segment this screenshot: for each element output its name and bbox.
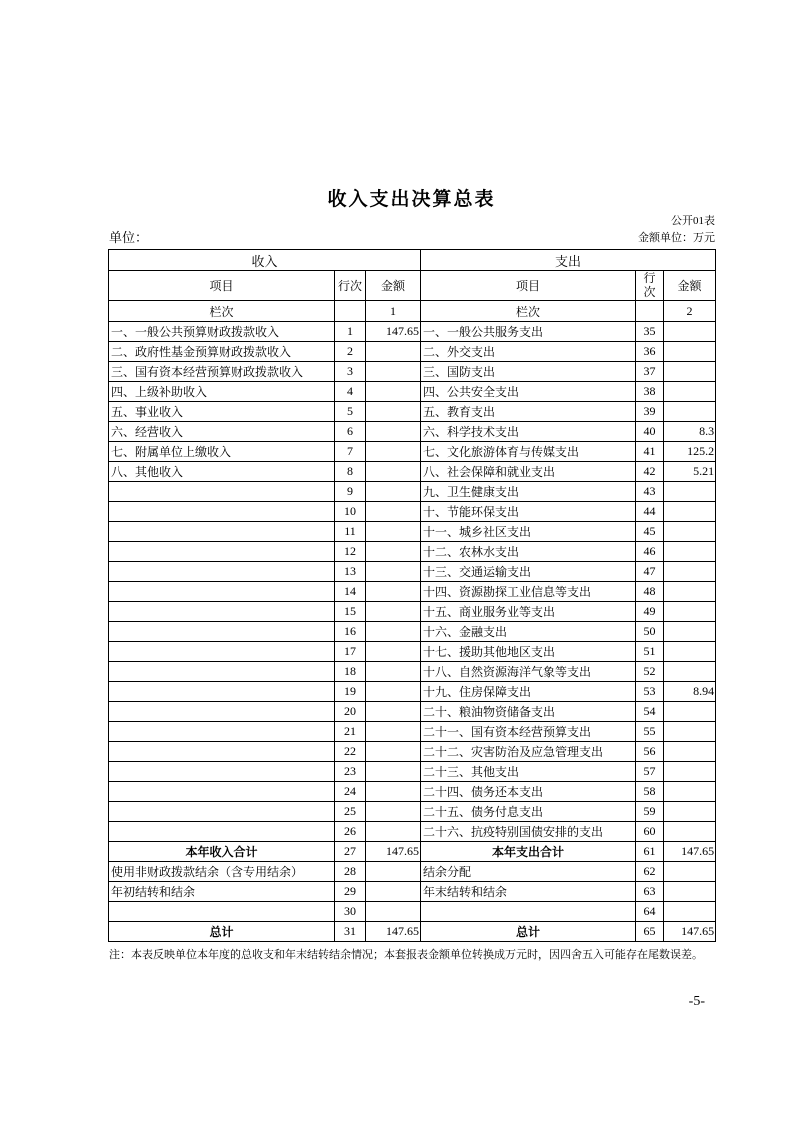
income-amount-cell (366, 482, 421, 502)
expense-amount-cell (664, 322, 716, 342)
expense-item-cell: 本年支出合计 (421, 842, 636, 862)
income-item-cell: 使用非财政拨款结余（含专用结余） (109, 862, 335, 882)
expense-amount-cell: 147.65 (664, 922, 716, 942)
section-header-row (109, 250, 716, 271)
expense-line-cell: 51 (636, 642, 664, 662)
income-item-cell (109, 702, 335, 722)
budget-summary-table (108, 249, 716, 942)
table-body (109, 322, 716, 942)
expense-line-cell: 56 (636, 742, 664, 762)
expense-amount-cell (664, 882, 716, 902)
income-amount-cell (366, 682, 421, 702)
income-amount-cell (366, 562, 421, 582)
income-item-cell (109, 602, 335, 622)
table-row (109, 442, 716, 462)
income-line-cell: 8 (335, 462, 366, 482)
table-row (109, 602, 716, 622)
income-line-cell: 26 (335, 822, 366, 842)
income-line-cell: 25 (335, 802, 366, 822)
income-item-cell (109, 902, 335, 922)
income-amount-cell (366, 862, 421, 882)
expense-item-cell: 二、外交支出 (421, 342, 636, 362)
income-amount-cell (366, 542, 421, 562)
expense-amount-cell (664, 562, 716, 582)
expense-amount-cell: 125.2 (664, 442, 716, 462)
expense-line-cell: 40 (636, 422, 664, 442)
income-amount-cell (366, 802, 421, 822)
expense-amount-cell: 8.3 (664, 422, 716, 442)
expense-line-cell: 59 (636, 802, 664, 822)
expense-line-cell: 55 (636, 722, 664, 742)
expense-item-header: 项目 (421, 271, 636, 301)
income-amount-cell (366, 642, 421, 662)
income-amount-cell (366, 462, 421, 482)
table-row (109, 842, 716, 862)
expense-line-cell: 49 (636, 602, 664, 622)
table-row (109, 762, 716, 782)
income-line-cell: 14 (335, 582, 366, 602)
table-row (109, 862, 716, 882)
income-line-cell: 20 (335, 702, 366, 722)
expense-item-cell: 九、卫生健康支出 (421, 482, 636, 502)
income-line-cell: 5 (335, 402, 366, 422)
income-item-cell: 五、事业收入 (109, 402, 335, 422)
income-line-cell: 2 (335, 342, 366, 362)
income-item-cell (109, 522, 335, 542)
income-amount-cell (366, 622, 421, 642)
income-amount-cell (366, 582, 421, 602)
income-amount-cell (366, 502, 421, 522)
income-amount-cell (366, 442, 421, 462)
expense-line-cell: 39 (636, 402, 664, 422)
expense-item-cell: 二十六、抗疫特别国债安排的支出 (421, 822, 636, 842)
column-header-row (109, 271, 716, 301)
table-row (109, 482, 716, 502)
income-amount-cell (366, 342, 421, 362)
expense-amount-cell (664, 642, 716, 662)
expense-item-cell: 总计 (421, 922, 636, 942)
table-row (109, 322, 716, 342)
expense-amount-cell (664, 742, 716, 762)
expense-column-label: 栏次 (421, 301, 636, 322)
income-item-cell (109, 642, 335, 662)
table-row (109, 822, 716, 842)
expense-line-cell: 35 (636, 322, 664, 342)
income-line-cell: 23 (335, 762, 366, 782)
income-amount-cell (366, 662, 421, 682)
expense-item-cell: 八、社会保障和就业支出 (421, 462, 636, 482)
expense-item-cell: 二十五、债务付息支出 (421, 802, 636, 822)
income-line-cell: 12 (335, 542, 366, 562)
expense-item-cell: 二十二、灾害防治及应急管理支出 (421, 742, 636, 762)
expense-item-cell: 七、文化旅游体育与传媒支出 (421, 442, 636, 462)
table-row (109, 382, 716, 402)
income-item-cell: 七、附属单位上缴收入 (109, 442, 335, 462)
income-item-cell (109, 562, 335, 582)
income-line-cell: 4 (335, 382, 366, 402)
expense-line-cell: 43 (636, 482, 664, 502)
expense-amount-cell (664, 602, 716, 622)
income-item-cell: 年初结转和结余 (109, 882, 335, 902)
expense-amount-cell: 147.65 (664, 842, 716, 862)
income-amount-header: 金额 (366, 271, 421, 301)
table-row (109, 742, 716, 762)
expense-amount-cell (664, 762, 716, 782)
income-line-cell: 27 (335, 842, 366, 862)
income-item-header: 项目 (109, 271, 335, 301)
expense-line-cell: 64 (636, 902, 664, 922)
income-line-cell: 30 (335, 902, 366, 922)
expense-line-cell: 61 (636, 842, 664, 862)
expense-item-cell: 年末结转和结余 (421, 882, 636, 902)
table-row (109, 642, 716, 662)
expense-line-blank-cell (636, 301, 664, 322)
income-item-cell: 一、一般公共预算财政拨款收入 (109, 322, 335, 342)
income-line-cell: 28 (335, 862, 366, 882)
expense-item-cell: 十三、交通运输支出 (421, 562, 636, 582)
table-header (109, 250, 716, 322)
income-section-header: 收入 (109, 250, 421, 271)
income-item-cell (109, 722, 335, 742)
expense-amount-cell (664, 862, 716, 882)
table-row (109, 422, 716, 442)
income-item-cell (109, 782, 335, 802)
income-line-cell: 13 (335, 562, 366, 582)
expense-item-cell: 十二、农林水支出 (421, 542, 636, 562)
table-row (109, 342, 716, 362)
income-line-blank-cell (335, 301, 366, 322)
expense-amount-cell (664, 582, 716, 602)
table-row (109, 502, 716, 522)
income-amount-cell: 147.65 (366, 922, 421, 942)
expense-amount-cell (664, 522, 716, 542)
expense-amount-header: 金额 (664, 271, 716, 301)
unit-label: 单位： (109, 230, 149, 245)
expense-line-cell: 44 (636, 502, 664, 522)
expense-amount-cell (664, 542, 716, 562)
expense-line-cell: 41 (636, 442, 664, 462)
expense-item-cell: 十五、商业服务业等支出 (421, 602, 636, 622)
expense-item-cell: 二十一、国有资本经营预算支出 (421, 722, 636, 742)
income-line-cell: 17 (335, 642, 366, 662)
income-amount-cell (366, 742, 421, 762)
column-number-row (109, 301, 716, 322)
expense-line-cell: 65 (636, 922, 664, 942)
expense-line-cell: 46 (636, 542, 664, 562)
income-amount-cell (366, 402, 421, 422)
expense-line-cell: 38 (636, 382, 664, 402)
table-row (109, 522, 716, 542)
income-item-cell (109, 542, 335, 562)
expense-amount-cell (664, 482, 716, 502)
table-row (109, 662, 716, 682)
income-item-cell (109, 662, 335, 682)
table-row (109, 882, 716, 902)
expense-line-cell: 48 (636, 582, 664, 602)
expense-item-cell: 五、教育支出 (421, 402, 636, 422)
page-number: -5- (688, 994, 705, 1009)
income-item-cell: 三、国有资本经营预算财政拨款收入 (109, 362, 335, 382)
income-line-cell: 19 (335, 682, 366, 702)
expense-item-cell (421, 902, 636, 922)
income-line-cell: 31 (335, 922, 366, 942)
income-line-cell: 22 (335, 742, 366, 762)
expense-item-cell: 十九、住房保障支出 (421, 682, 636, 702)
expense-amount-cell (664, 622, 716, 642)
income-amount-cell (366, 522, 421, 542)
expense-amount-cell (664, 382, 716, 402)
expense-amount-cell (664, 502, 716, 522)
table-row (109, 582, 716, 602)
income-line-cell: 7 (335, 442, 366, 462)
income-amount-cell (366, 602, 421, 622)
expense-amount-cell (664, 722, 716, 742)
income-amount-cell: 147.65 (366, 842, 421, 862)
expense-item-cell: 十六、金融支出 (421, 622, 636, 642)
footnote: 注：本表反映单位本年度的总收支和年末结转结余情况；本套报表金额单位转换成万元时，因四舍五入可能存在尾数误差。 (109, 949, 703, 961)
income-line-cell: 10 (335, 502, 366, 522)
income-line-cell: 1 (335, 322, 366, 342)
expense-line-cell: 54 (636, 702, 664, 722)
expense-line-cell: 63 (636, 882, 664, 902)
income-item-cell (109, 682, 335, 702)
table-row (109, 802, 716, 822)
income-item-cell: 本年收入合计 (109, 842, 335, 862)
expense-item-cell: 二十三、其他支出 (421, 762, 636, 782)
expense-item-cell: 十七、援助其他地区支出 (421, 642, 636, 662)
table-row (109, 402, 716, 422)
table-row (109, 722, 716, 742)
expense-item-cell: 十一、城乡社区支出 (421, 522, 636, 542)
income-item-cell: 二、政府性基金预算财政拨款收入 (109, 342, 335, 362)
table-row (109, 682, 716, 702)
expense-amount-cell: 8.94 (664, 682, 716, 702)
expense-item-cell: 三、国防支出 (421, 362, 636, 382)
income-amount-cell (366, 362, 421, 382)
income-amount-cell: 147.65 (366, 322, 421, 342)
table-row (109, 362, 716, 382)
income-item-cell (109, 822, 335, 842)
income-line-cell: 21 (335, 722, 366, 742)
expense-amount-cell (664, 702, 716, 722)
expense-amount-cell (664, 902, 716, 922)
income-line-cell: 11 (335, 522, 366, 542)
expense-line-cell: 60 (636, 822, 664, 842)
expense-amount-cell (664, 802, 716, 822)
expense-item-cell: 六、科学技术支出 (421, 422, 636, 442)
table-row (109, 462, 716, 482)
income-item-cell: 八、其他收入 (109, 462, 335, 482)
expense-line-cell: 58 (636, 782, 664, 802)
income-item-cell (109, 502, 335, 522)
income-amount-cell (366, 882, 421, 902)
expense-line-cell: 50 (636, 622, 664, 642)
amount-unit-label: 金额单位：万元 (638, 232, 715, 244)
income-line-cell: 18 (335, 662, 366, 682)
expense-amount-cell (664, 342, 716, 362)
table-row (109, 902, 716, 922)
income-line-header: 行次 (335, 271, 366, 301)
income-line-cell: 9 (335, 482, 366, 502)
expense-item-cell: 二十、粮油物资储备支出 (421, 702, 636, 722)
expense-line-cell: 45 (636, 522, 664, 542)
income-amount-cell (366, 422, 421, 442)
income-line-cell: 3 (335, 362, 366, 382)
income-column-number: 1 (366, 301, 421, 322)
expense-item-cell: 一、一般公共服务支出 (421, 322, 636, 342)
table-row (109, 622, 716, 642)
income-item-cell (109, 802, 335, 822)
expense-line-cell: 53 (636, 682, 664, 702)
income-item-cell (109, 742, 335, 762)
income-column-label: 栏次 (109, 301, 335, 322)
income-amount-cell (366, 382, 421, 402)
income-item-cell (109, 762, 335, 782)
income-amount-cell (366, 822, 421, 842)
expense-item-cell: 十、节能环保支出 (421, 502, 636, 522)
expense-amount-cell (664, 822, 716, 842)
page-title: 收入支出决算总表 (327, 189, 496, 210)
expense-line-cell: 47 (636, 562, 664, 582)
income-line-cell: 24 (335, 782, 366, 802)
table-row (109, 782, 716, 802)
income-item-cell: 四、上级补助收入 (109, 382, 335, 402)
expense-amount-cell (664, 662, 716, 682)
income-line-cell: 29 (335, 882, 366, 902)
expense-item-cell: 四、公共安全支出 (421, 382, 636, 402)
expense-column-number: 2 (664, 301, 716, 322)
income-amount-cell (366, 762, 421, 782)
expense-amount-cell (664, 782, 716, 802)
income-line-cell: 6 (335, 422, 366, 442)
expense-item-cell: 十八、自然资源海洋气象等支出 (421, 662, 636, 682)
income-item-cell (109, 582, 335, 602)
table-code-label: 公开01表 (671, 215, 715, 227)
expense-section-header: 支出 (421, 250, 716, 271)
income-line-cell: 15 (335, 602, 366, 622)
income-line-cell: 16 (335, 622, 366, 642)
income-item-cell: 六、经营收入 (109, 422, 335, 442)
income-amount-cell (366, 902, 421, 922)
expense-line-cell: 42 (636, 462, 664, 482)
expense-amount-cell (664, 402, 716, 422)
expense-item-cell: 结余分配 (421, 862, 636, 882)
income-amount-cell (366, 782, 421, 802)
expense-line-cell: 52 (636, 662, 664, 682)
income-amount-cell (366, 722, 421, 742)
income-item-cell (109, 482, 335, 502)
expense-line-cell: 37 (636, 362, 664, 382)
table-row (109, 702, 716, 722)
table-row (109, 542, 716, 562)
expense-item-cell: 二十四、债务还本支出 (421, 782, 636, 802)
table-row (109, 562, 716, 582)
expense-amount-cell (664, 362, 716, 382)
expense-line-cell: 57 (636, 762, 664, 782)
expense-line-cell: 36 (636, 342, 664, 362)
income-item-cell: 总计 (109, 922, 335, 942)
income-amount-cell (366, 702, 421, 722)
expense-item-cell: 十四、资源勘探工业信息等支出 (421, 582, 636, 602)
expense-line-header: 行次 (636, 271, 664, 301)
expense-amount-cell: 5.21 (664, 462, 716, 482)
table-row (109, 922, 716, 942)
income-item-cell (109, 622, 335, 642)
expense-line-cell: 62 (636, 862, 664, 882)
